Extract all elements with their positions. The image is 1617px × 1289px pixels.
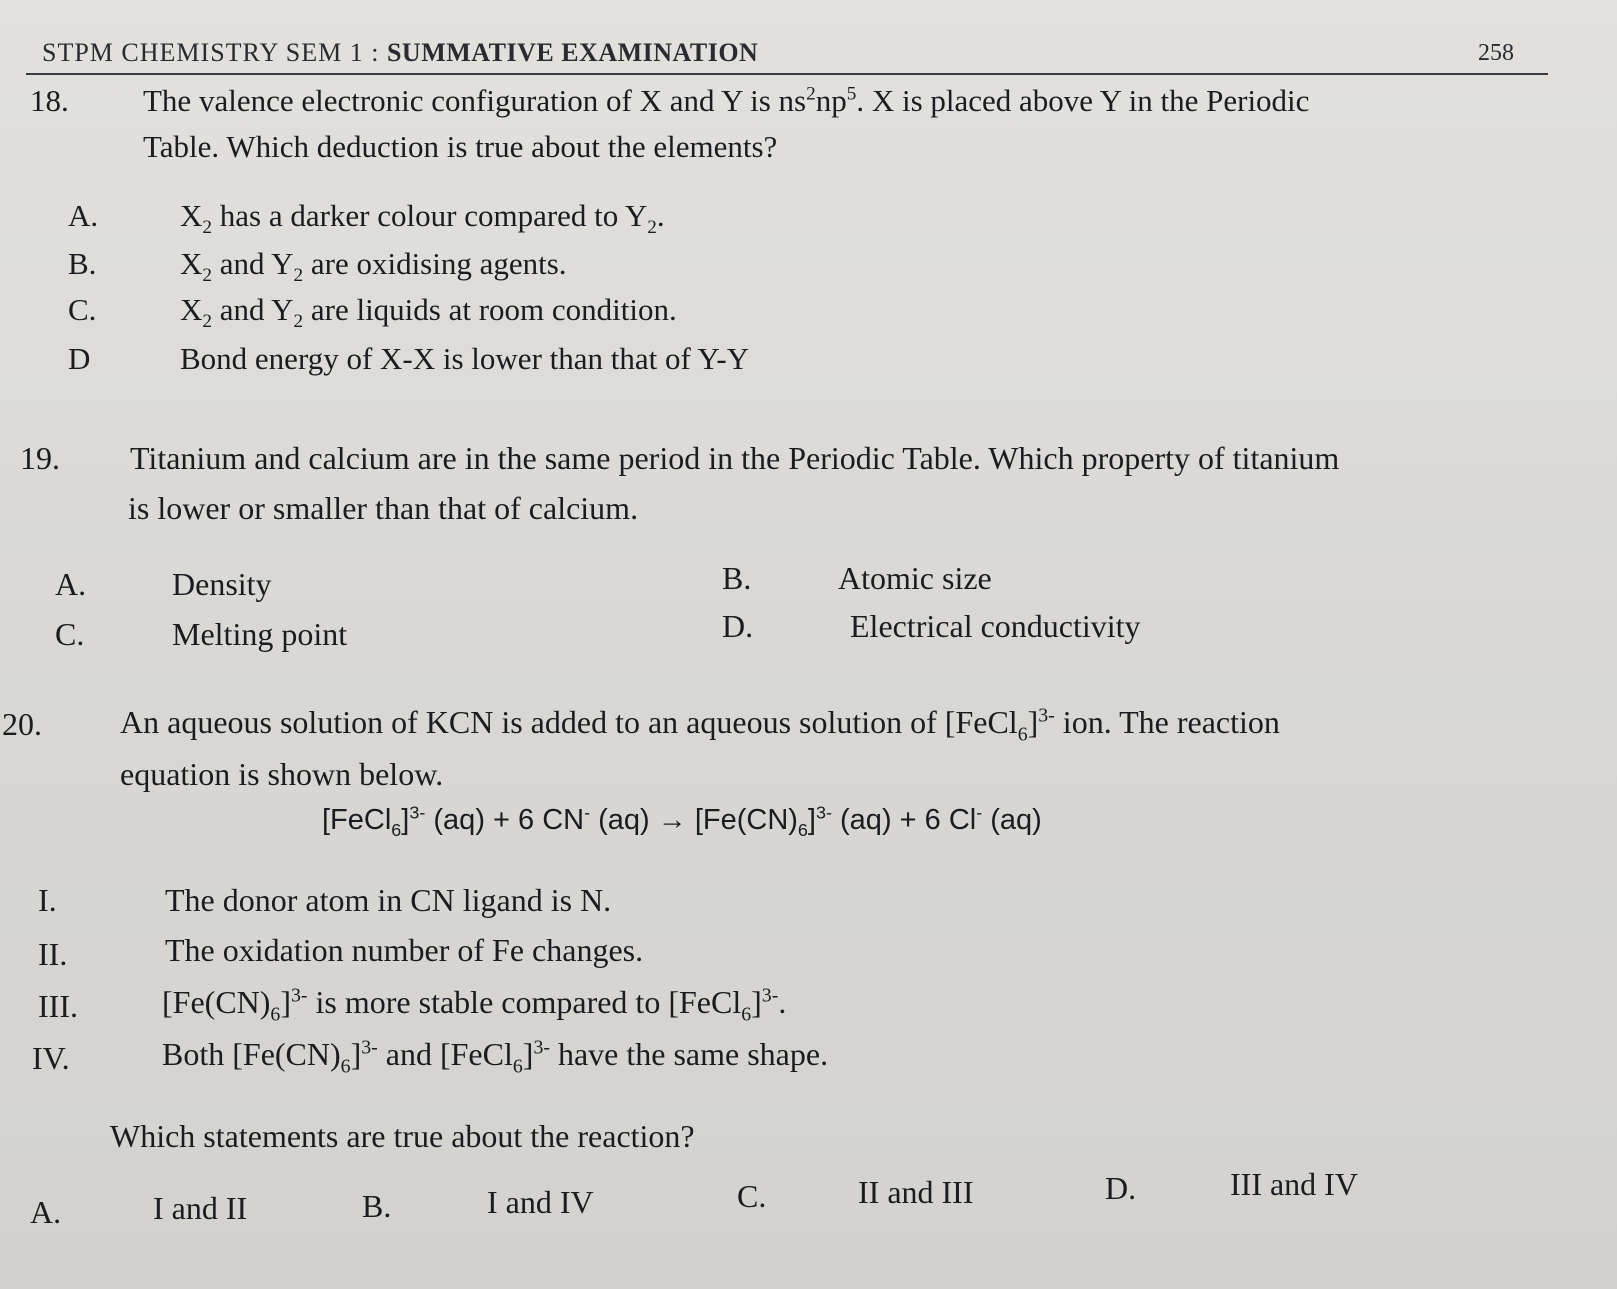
- stmt-sup: 3-: [361, 1036, 378, 1059]
- q18-stem-text: np: [815, 83, 847, 118]
- option-text: has a darker colour compared to Y: [212, 198, 648, 233]
- eq-text: (aq) + 6 CN: [425, 804, 585, 836]
- stmt-sup: 3-: [761, 984, 779, 1007]
- q20-question: Which statements are true about the reaction?: [110, 1118, 695, 1154]
- q18-option-b-text: [180, 246, 567, 287]
- option-text: X: [180, 246, 203, 281]
- eq-text: (aq): [982, 804, 1042, 836]
- stmt-text: ]: [522, 1036, 534, 1072]
- q19-option-d-text: Electrical conductivity: [850, 608, 1141, 644]
- stmt-sub: 6: [512, 1055, 523, 1078]
- q19-number: 19.: [20, 440, 60, 476]
- option-sub: 2: [202, 265, 212, 287]
- page-number: 258: [1478, 40, 1514, 66]
- eq-sub: 6: [797, 819, 808, 840]
- q19-option-c-text: Melting point: [172, 616, 348, 652]
- stmt-text: [Fe(CN): [162, 984, 271, 1020]
- stmt-sub: 6: [340, 1055, 351, 1078]
- q19-option-b-text: Atomic size: [838, 560, 992, 596]
- header-divider: [26, 73, 1548, 75]
- option-sub: 2: [293, 311, 304, 333]
- option-text: X: [180, 198, 203, 233]
- option-sub: 2: [202, 217, 212, 239]
- q20-stem-text: An aqueous solution of KCN is added to an aqueous solution of [FeCl: [120, 704, 1018, 740]
- q18-stem-text: The valence electronic configuration of X and Y is ns: [143, 83, 807, 118]
- statement-i-text: The donor atom in CN ligand is N.: [165, 882, 612, 918]
- eq-sup: 3-: [409, 802, 426, 823]
- statement-iii-number: III.: [38, 988, 78, 1024]
- stmt-text: is more stable compared to [FeCl: [307, 984, 742, 1020]
- q18-option-d-letter: D: [68, 341, 91, 376]
- q20-stem-line2: equation is shown below.: [120, 756, 444, 792]
- q20-option-c-text: II and III: [858, 1174, 974, 1210]
- q18-number: 18.: [30, 83, 69, 118]
- q18-option-a-letter: A.: [68, 198, 99, 233]
- eq-sup: -: [584, 802, 591, 823]
- stmt-text: ]: [350, 1036, 362, 1072]
- option-text: .: [656, 198, 665, 233]
- stmt-sup: 3-: [291, 984, 308, 1007]
- q19-option-c-letter: C.: [55, 616, 85, 652]
- option-text: X: [180, 292, 203, 327]
- q19-stem-line1: Titanium and calcium are in the same period in the Periodic Table. Which property of titanium: [130, 440, 1340, 476]
- statement-ii-text: The oxidation number of Fe changes.: [165, 932, 644, 968]
- q20-stem-line1: [120, 704, 1280, 746]
- q18-stem-text: . X is placed above Y in the Periodic: [856, 83, 1310, 118]
- q19-stem-line2: is lower or smaller than that of calcium.: [128, 490, 639, 526]
- option-sub: 2: [202, 311, 212, 333]
- q18-option-d-text: Bond energy of X-X is lower than that of Y-Y: [180, 341, 750, 376]
- q20-number: 20.: [2, 706, 42, 742]
- statement-iii-text: [162, 984, 787, 1026]
- eq-sub: 6: [391, 819, 402, 840]
- q18-sup: 5: [846, 83, 857, 105]
- q20-sub: 6: [1017, 723, 1028, 746]
- stmt-sup: 3-: [533, 1036, 550, 1059]
- q20-stem-text: ]: [1027, 704, 1039, 740]
- q19-option-a-letter: A.: [55, 566, 87, 602]
- q20-option-c-letter: C.: [737, 1178, 767, 1214]
- stmt-text: .: [778, 984, 787, 1020]
- exam-header: [42, 38, 758, 68]
- statement-i-number: I.: [38, 882, 57, 918]
- q18-option-c-letter: C.: [68, 292, 97, 327]
- q20-option-b-letter: B.: [362, 1188, 392, 1224]
- option-text: are liquids at room condition.: [303, 292, 677, 327]
- course-name: STPM CHEMISTRY SEM 1 :: [42, 38, 380, 67]
- statement-iv-text: [162, 1036, 829, 1078]
- statement-iv-number: IV.: [32, 1040, 70, 1076]
- q18-option-a-text: [180, 198, 665, 239]
- exam-title: SUMMATIVE EXAMINATION: [386, 38, 759, 67]
- stmt-text: ]: [751, 984, 762, 1020]
- eq-text: ]: [807, 804, 816, 836]
- q19-option-a-text: Density: [172, 566, 272, 602]
- eq-text: [FeCl: [322, 804, 392, 836]
- q19-option-b-letter: B.: [722, 560, 752, 596]
- q20-option-d-letter: D.: [1105, 1170, 1137, 1206]
- statement-ii-number: II.: [38, 936, 68, 972]
- stmt-sub: 6: [741, 1003, 752, 1026]
- stmt-text: and [FeCl: [377, 1036, 513, 1072]
- stmt-text: have the same shape.: [549, 1036, 829, 1072]
- q20-option-a-text: I and II: [153, 1190, 248, 1226]
- q18-stem-line2: Table. Which deduction is true about the elements?: [143, 129, 778, 164]
- reaction-equation: [322, 802, 1042, 840]
- q20-option-b-text: I and IV: [487, 1184, 594, 1220]
- option-sub: 2: [647, 217, 657, 239]
- eq-text: ]: [401, 804, 410, 836]
- q18-option-b-letter: B.: [68, 246, 97, 281]
- q20-sup: 3-: [1038, 704, 1055, 727]
- stmt-sub: 6: [270, 1003, 281, 1026]
- stmt-text: Both [Fe(CN): [162, 1036, 341, 1072]
- q18-option-c-text: [180, 292, 677, 333]
- option-sub: 2: [293, 265, 304, 287]
- eq-text: (aq) + 6 Cl: [831, 804, 977, 836]
- q20-option-d-text: III and IV: [1230, 1166, 1358, 1202]
- q19-option-d-letter: D.: [722, 608, 754, 644]
- option-text: are oxidising agents.: [303, 246, 567, 281]
- q20-option-a-letter: A.: [30, 1194, 62, 1230]
- q18-stem-line1: [143, 85, 1309, 116]
- eq-sup: 3-: [815, 802, 832, 823]
- stmt-text: ]: [280, 984, 291, 1020]
- q20-stem-text: ion. The reaction: [1054, 704, 1280, 740]
- option-text: and Y: [212, 292, 294, 327]
- eq-text: (aq) → [Fe(CN): [590, 804, 798, 836]
- eq-sup: -: [976, 802, 983, 823]
- option-text: and Y: [212, 246, 294, 281]
- q18-sup: 2: [806, 83, 816, 105]
